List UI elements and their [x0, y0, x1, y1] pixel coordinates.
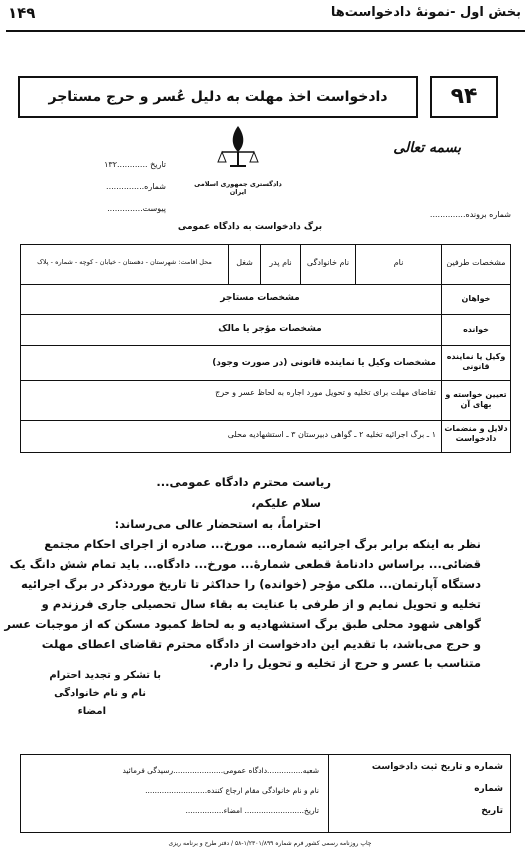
form-heading: برگ دادخواست به دادگاه عمومی	[177, 222, 323, 232]
invocation: بسمه تعالی	[393, 140, 461, 156]
date-label: تاریخ ............۱۳۲	[104, 160, 166, 169]
section-title: بخش اول -نمونهٔ دادخواست‌ها	[330, 5, 521, 20]
closing: با تشکر و تجدید احترام	[49, 670, 161, 681]
number-label: شماره...............	[106, 182, 166, 191]
row-content-attorney: مشخصات وکیل یا نماینده قانونی (در صورت وجود)	[212, 358, 436, 368]
row-content-plaintiff: مشخصات مستأجر	[220, 293, 300, 303]
form-number: ۹۴	[450, 84, 478, 109]
reg-number: شماره	[474, 784, 503, 794]
form-number-box	[430, 76, 498, 118]
reg-date: تاریخ	[481, 806, 503, 816]
salutation-1: ریاست محترم دادگاه عمومی...	[156, 475, 331, 489]
date-sign-line: تاریخ......................... امضاء................	[185, 806, 319, 815]
body-line-3: دستگاه آپارتمان... ملکی مؤجر (خوانده) را حداکثر تا تاریخ موردذکر در برگ اجرائیه	[21, 577, 481, 591]
name-line: نام و نام خانوادگی	[54, 688, 146, 699]
register-label: شماره برونده..............	[429, 210, 511, 219]
intro-line: احتراماً، به استحضار عالی می‌رساند:	[114, 517, 321, 531]
header-rule	[6, 30, 525, 32]
page-number: ۱۴۹	[8, 4, 36, 22]
salutation-2: سلام علیکم،	[251, 496, 321, 510]
row-label-defendant: خوانده	[463, 325, 489, 334]
row-content-evidence: ۱ ـ برگ اجرائیه تخلیه ۲ ـ گواهی دبیرستان ۳ ـ استشهادیه محلی	[227, 430, 436, 439]
attachment-label: پیوست..............	[107, 204, 166, 213]
print-note: چاپ روزنامه رسمی کشور فرم شماره ۱/۲۳۰۱/۸۹۹-۵۸ / دفتر طرح و برنامه ریزی	[168, 840, 372, 847]
header-address: محل اقامت: شهرستان - دهستان - خیابان - کوچه - شماره - پلاک	[37, 258, 212, 266]
row-label-claim: تعیین خواسته و بهای آن	[445, 390, 507, 409]
body-line-2: قضائی... براساس دادنامهٔ قطعی شمارهٔ... مورخ... دادگاه... باید تمام شش دانگ یک	[9, 557, 481, 571]
form-title-box	[18, 76, 418, 118]
row-label-evidence: دلایل و منضمات دادخواست	[444, 424, 508, 443]
body-line-4: تخلیه و تحویل نمایم و از طرفی با عنایت به بقاء سال تحصیلی جاری فرزندم و	[41, 597, 481, 611]
signature-label: امضاء	[77, 706, 106, 717]
judiciary-name: دادگستری جمهوری اسلامی ایران	[194, 180, 282, 196]
body-line-1: نظر به اینکه برابر برگ اجرائیه شماره... مورخ... صادره از اجرای احکام مجتمع	[44, 537, 481, 551]
referrer-line: نام و نام خانوادگی مقام ارجاع کننده..........................	[145, 786, 319, 795]
branch-line: شعبه...............دادگاه عمومی.....................رسیدگی فرمائید	[122, 766, 319, 775]
row-label-attorney: وکیل یا نماینده قانونی	[446, 352, 506, 371]
header-parties: مشخصات طرفین	[446, 258, 506, 267]
row-label-plaintiff: خواهان	[461, 294, 491, 303]
emblem-icon	[216, 122, 260, 172]
header-last-name: نام خانوادگی	[306, 258, 350, 267]
header-job: شغل	[236, 258, 253, 267]
body-line-5: گواهی شهود محلی طبق برگ استشهادیه و به لحاظ کمبود مسکن که از موجبات عسر	[4, 617, 481, 631]
reg-title: شماره و تاریخ ثبت دادخواست	[371, 762, 503, 772]
body-line-7: متناسب با عسر و حرج از تخلیه و تحویل را دارم.	[209, 656, 481, 670]
form-title: دادخواست اخذ مهلت به دلیل عُسر و حرج مستاجر	[48, 89, 388, 105]
body-line-6: و حرج می‌باشد، با تقدیم این دادخواست از دادگاه محترم تقاضای اعطای مهلت	[41, 637, 481, 651]
header-father-name: نام پدر	[269, 258, 292, 267]
row-content-claim: تقاضای مهلت برای تخلیه و تحویل مورد اجاره به لحاظ عسر و حرج	[215, 388, 436, 397]
header-first-name: نام	[393, 258, 404, 267]
row-content-defendant: مشخصات مؤجر یا مالک	[218, 324, 322, 334]
